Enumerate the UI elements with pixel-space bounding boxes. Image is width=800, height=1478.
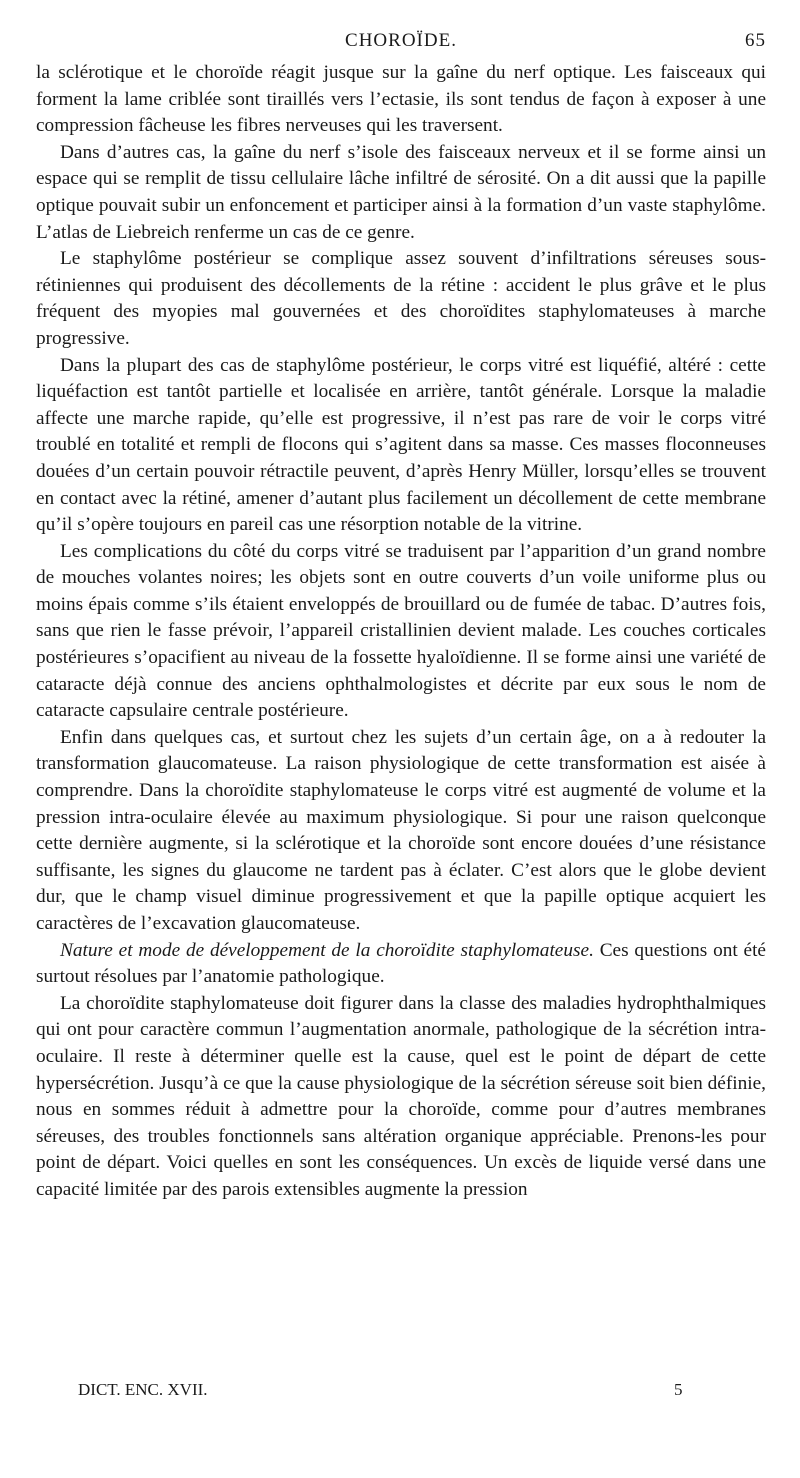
paragraph-2: Dans d’autres cas, la gaîne du nerf s’isole des faisceaux nerveux et il se forme ainsi un espace qui se remplit de tissu cellulaire lâche infiltré de sérosité. On a dit aussi que la papille optique pouvait subir un enfoncement et participer ainsi à la formation d’un vaste staphylôme. L’atlas de Liebreich renferme un cas de ce genre. (36, 141, 766, 243)
paragraph-1: la sclérotique et le choroïde réagit jusque sur la gaîne du nerf optique. Les faisceaux qui forment la lame criblée sont tiraillés vers l’ectasie, ils sont tendus de façon à exposer à une compression fâcheuse les fibres nerveuses qui les traversent. (36, 62, 766, 137)
paragraph-6: Enfin dans quelques cas, et surtout chez les sujets d’un certain âge, on a à redouter la transformation glaucomateuse. La raison physiologique de cette transformation est aisée à comprendre. Dans la choroïdite staphylomateuse le corps vitré est augmenté de volume et la pression intra-oculaire élevée au maximum physiologique. Si pour une raison quelconque cette dernière augmente, si la sclérotique et la choroïde sont encore douées d’une résistance suffisante, les signes du glaucome ne tardent pas à éclater. C’est alors que le globe devient dur, que le champ visuel diminue progressivement et que la papille optique acquiert les caractères de l’excavation glaucomateuse. (36, 726, 766, 934)
section-heading: Nature et mode de développement de la choroïdite staphylomateuse. (60, 939, 594, 961)
body-text (36, 60, 766, 1204)
running-title: CHOROÏDE. (345, 30, 457, 51)
paragraph-4: Dans la plupart des cas de staphylôme postérieur, le corps vitré est liquéfié, altéré : cette liquéfaction est tantôt partielle et localisée en arrière, tantôt générale. Lorsque la maladie affecte une marche rapide, qu’elle est progressive, il n’est pas rare de voir le corps vitré troublé en totalité et rempli de flocons qui s’agitent dans sa masse. Ces masses floconneuses douées d’un certain pouvoir rétractile peuvent, d’après Henry Müller, lorsqu’elles se trouvent en contact avec la rétiné, amener d’autant plus facilement un décollement de cette membrane qu’il s’opère toujours en pareil cas une résorption notable de la vitrine. (36, 354, 766, 536)
final-paragraph: La choroïdite staphylomateuse doit figurer dans la classe des maladies hydrophthalmiques qui ont pour caractère commun l’augmentation anormale, pathologique de la sécrétion intra-oculaire. Il reste à déterminer quelle est la cause, quel est le point de départ de cette hypersécrétion. Jusqu’à ce que la cause physiologique de la sécrétion séreuse soit bien définie, nous en sommes réduit à admettre pour la choroïde, comme pour d’autres membranes séreuses, des troubles fonctionnels sans altération organique appréciable. Prenons-les pour point de départ. Voici quelles en sont les conséquences. Un excès de liquide versé dans une capacité limitée par des parois extensibles augmente la pression (36, 992, 766, 1200)
paragraph-3: Le staphylôme postérieur se complique assez souvent d’infiltrations séreuses sous-rétiniennes qui produisent des décollements de la rétine : accident le plus grâve et le plus fréquent des myopies mal gouvernées et des choroïdites staphylomateuses à marche progressive. (36, 248, 766, 349)
running-head (36, 20, 766, 60)
page (36, 20, 766, 1204)
section-paragraph (36, 938, 766, 991)
paragraph-5: Les complications du côté du corps vitré se traduisent par l’apparition d’un grand nombre de mouches volantes noires; les objets sont en outre couverts d’un voile uniforme plus ou moins épais comme s’ils étaient enveloppés de brouillard ou de fumée de tabac. D’autres fois, sans que rien le fasse prévoir, l’appareil cristallinien devient malade. Les couches corticales postérieures s’opacifient au niveau de la fossette hyaloïdienne. Il se forme ainsi une variété de cataracte déjà connue des anciens ophthalmologistes et décrite par eux sous le nom de cataracte capsulaire centrale postérieure. (36, 540, 766, 722)
signature-mark: DICT. ENC. XVII. (78, 1380, 208, 1399)
section-heading-tail: Ces questions ont été surtout résolues par l’anatomie pathologique. (36, 939, 766, 988)
signature-number: 5 (674, 1380, 683, 1399)
page-number: 65 (745, 30, 766, 51)
